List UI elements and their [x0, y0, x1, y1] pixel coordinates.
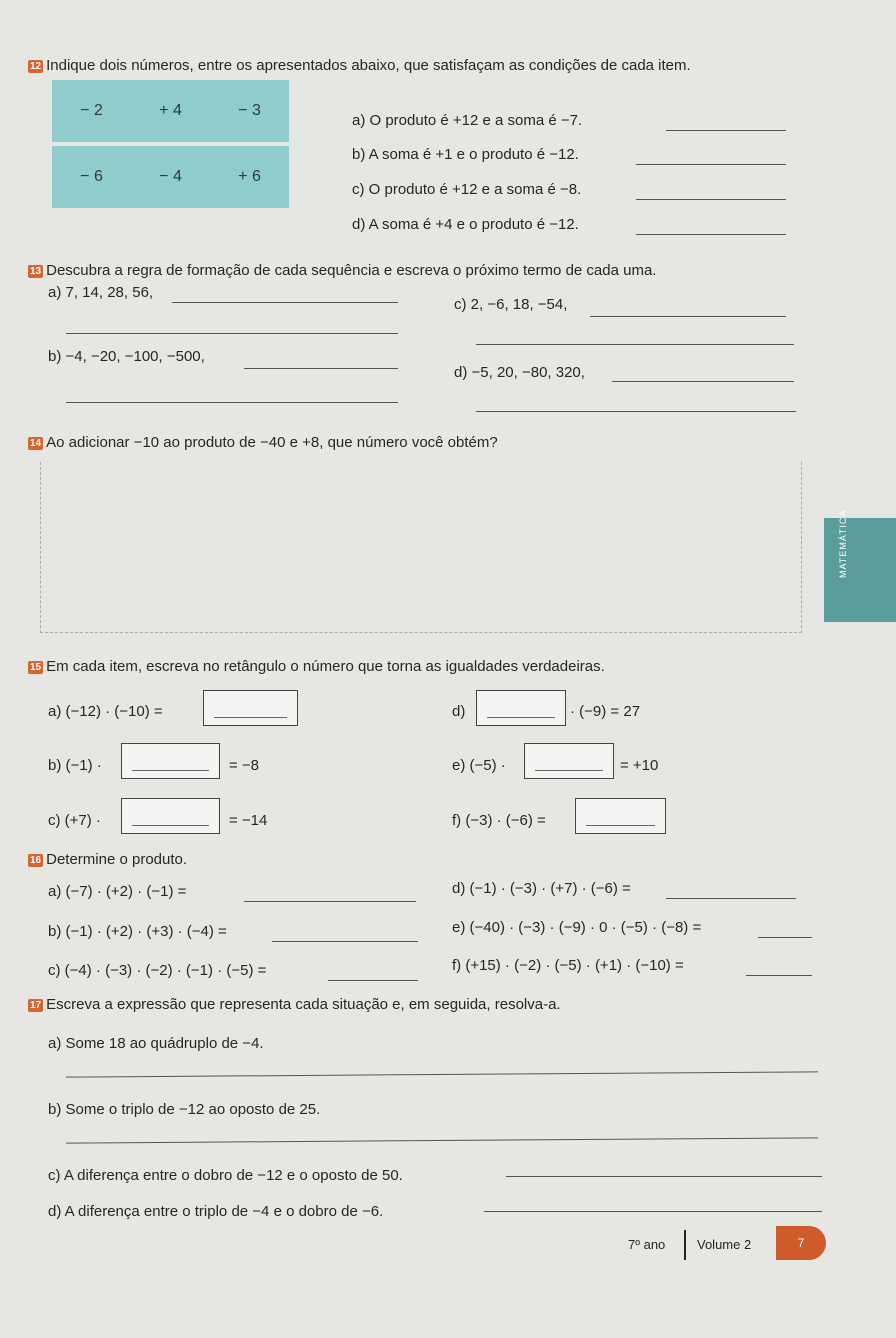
q15-item-d: d): [452, 703, 466, 720]
q15-item-c: c) (+7) ·: [48, 812, 101, 829]
q17-item-c: c) A diferença entre o dobro de −12 e o oposto de 50.: [48, 1167, 403, 1184]
q17-item-d: d) A diferença entre o triplo de −4 e o dobro de −6.: [48, 1203, 384, 1220]
q15-answer-box-c[interactable]: [121, 798, 220, 834]
q15-item-e-right: = +10: [620, 757, 659, 774]
q13-item-b: b) −4, −20, −100, −500,: [48, 348, 205, 365]
q15-answer-box-a[interactable]: [203, 690, 298, 726]
q15-answer-box-e[interactable]: [524, 743, 614, 779]
q16-answer-e[interactable]: [758, 937, 812, 938]
q15-number: 15: [30, 662, 42, 673]
q15-item-b: b) (−1) ·: [48, 757, 102, 774]
q13-answer-d2[interactable]: [476, 411, 796, 412]
q17-answer-a[interactable]: [66, 1071, 818, 1077]
q13-item-c: c) 2, −6, 18, −54,: [454, 296, 568, 313]
q15-item-f: f) (−3) · (−6) =: [452, 812, 546, 829]
q13-statement: 13 Descubra a regra de formação de cada sequência e escreva o próximo termo de cada uma.: [30, 262, 657, 279]
q13-answer-b2[interactable]: [66, 402, 398, 403]
card-6: + 6: [210, 146, 289, 208]
q12-answer-a[interactable]: [666, 130, 786, 131]
subject-tab: [824, 509, 896, 622]
q12-number: 12: [30, 61, 42, 72]
q16-item-d: d) (−1) · (−3) · (+7) · (−6) =: [452, 880, 631, 897]
q13-answer-d1[interactable]: [612, 381, 794, 382]
q14-statement: 14 Ao adicionar −10 ao produto de −40 e +8, que número você obtém?: [30, 434, 498, 451]
q13-item-a: a) 7, 14, 28, 56,: [48, 284, 154, 301]
q12-item-d: d) A soma é +4 e o produto é −12.: [352, 216, 579, 233]
q17-statement: 17 Escreva a expressão que representa cada situação e, em seguida, resolva-a.: [30, 996, 561, 1013]
q16-number: 16: [30, 855, 42, 866]
q13-answer-c2[interactable]: [476, 344, 794, 345]
footer-grade: 7º ano: [628, 1237, 666, 1252]
q12-item-b: b) A soma é +1 e o produto é −12.: [352, 146, 579, 163]
q15-item-b-right: = −8: [229, 757, 260, 774]
q15-item-c-right: = −14: [229, 812, 268, 829]
q13-answer-a2[interactable]: [66, 333, 398, 334]
q16-item-e: e) (−40) · (−3) · (−9) · 0 · (−5) · (−8) =: [452, 919, 702, 936]
q13-answer-b1[interactable]: [244, 368, 398, 369]
q16-item-c: c) (−4) · (−3) · (−2) · (−1) · (−5) =: [48, 962, 267, 979]
q16-answer-b[interactable]: [272, 941, 418, 942]
q12-answer-c[interactable]: [636, 199, 786, 200]
q15-answer-box-d[interactable]: [476, 690, 566, 726]
q16-answer-c[interactable]: [328, 980, 418, 981]
subject-tab-label: MATEMÁTICA: [838, 509, 848, 578]
q12-answer-d[interactable]: [636, 234, 786, 235]
q12-answer-b[interactable]: [636, 164, 786, 165]
q12-statement: 12 Indique dois números, entre os apresentados abaixo, que satisfaçam as condições de cada item.: [30, 57, 691, 74]
q16-item-f: f) (+15) · (−2) · (−5) · (+1) · (−10) =: [452, 957, 684, 974]
card-4: − 6: [52, 146, 131, 208]
q14-answer-area[interactable]: [40, 462, 802, 633]
q16-item-b: b) (−1) · (+2) · (+3) · (−4) =: [48, 923, 227, 940]
card-5: − 4: [131, 146, 210, 208]
q13-item-d: d) −5, 20, −80, 320,: [454, 364, 585, 381]
q16-answer-f[interactable]: [746, 975, 812, 976]
q13-number: 13: [30, 266, 42, 277]
card-3: − 3: [210, 80, 289, 142]
q17-item-a: a) Some 18 ao quádruplo de −4.: [48, 1035, 264, 1052]
q16-statement: 16 Determine o produto.: [30, 851, 188, 868]
q15-statement: 15 Em cada item, escreva no retângulo o número que torna as igualdades verdadeiras.: [30, 658, 605, 675]
footer-volume: Volume 2: [697, 1237, 752, 1252]
q16-answer-a[interactable]: [244, 901, 416, 902]
footer-page-number: 7: [776, 1226, 826, 1260]
q15-answer-box-f[interactable]: [575, 798, 666, 834]
q15-item-a: a) (−12) · (−10) =: [48, 703, 163, 720]
q17-answer-c[interactable]: [506, 1176, 822, 1177]
q16-item-a: a) (−7) · (+2) · (−1) =: [48, 883, 187, 900]
q15-answer-box-b[interactable]: [121, 743, 220, 779]
card-2: + 4: [131, 80, 210, 142]
q15-item-d-right: · (−9) = 27: [570, 703, 641, 720]
q15-item-e: e) (−5) ·: [452, 757, 506, 774]
q16-answer-d[interactable]: [666, 898, 796, 899]
q13-answer-a1[interactable]: [172, 302, 398, 303]
q17-number: 17: [30, 1000, 42, 1011]
card-1: − 2: [52, 80, 131, 142]
q12-item-a: a) O produto é +12 e a soma é −7.: [352, 112, 583, 129]
q14-number: 14: [30, 438, 42, 449]
footer-divider: [684, 1230, 686, 1260]
q17-answer-b[interactable]: [66, 1137, 818, 1143]
q17-item-b: b) Some o triplo de −12 ao oposto de 25.: [48, 1101, 321, 1118]
q12-item-c: c) O produto é +12 e a soma é −8.: [352, 181, 582, 198]
q17-answer-d[interactable]: [484, 1211, 822, 1212]
q13-answer-c1[interactable]: [590, 316, 786, 317]
